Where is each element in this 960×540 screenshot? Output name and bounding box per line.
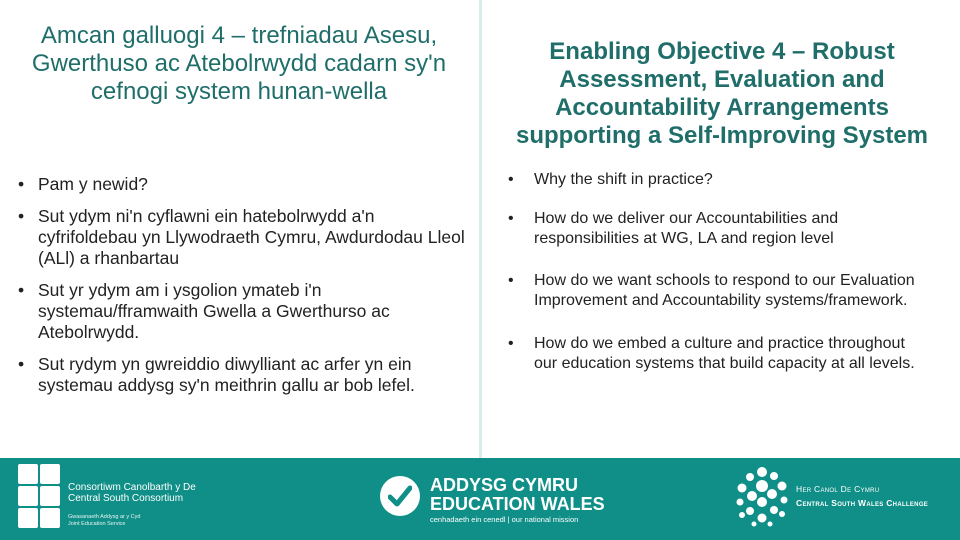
csc-logo-english: Central South Consortium xyxy=(68,493,184,504)
english-title: Enabling Objective 4 – Robust Assessment, Evaluation and Accountability Arrangements supporting a Self-Improving System xyxy=(515,38,929,149)
csc-logo-subtext xyxy=(68,514,140,528)
ew-title-english: EDUCATION WALES xyxy=(430,494,605,514)
english-column xyxy=(484,0,960,458)
welsh-title: Amcan galluogi 4 – trefniadau Asesu, Gwerthuso ac Atebolrwydd cadarn sy'n cefnogi system hunan-wella xyxy=(31,22,447,105)
csw-logo-english: Central South Wales Challenge xyxy=(796,498,929,508)
dots-cluster-icon xyxy=(732,464,792,528)
footer-banner xyxy=(0,458,960,540)
csc-logo xyxy=(14,458,204,540)
column-divider xyxy=(479,0,482,458)
ew-title-welsh: ADDYSG CYMRU xyxy=(430,475,579,495)
checkmark-circle-icon xyxy=(380,476,420,516)
csw-logo-text xyxy=(796,482,928,510)
english-bullet-3: • How do we want schools to respond to our Evaluation Improvement and Accountability systems/framework. xyxy=(508,271,928,312)
education-wales-tagline: cenhadaeth ein cenedl | our national mission xyxy=(430,515,579,524)
welsh-bullet-list xyxy=(18,174,470,407)
welsh-bullet-2: • Sut ydym ni'n cyflawni ein hatebolrwydd a'n cyfrifoldebau yn Llywodraeth Cymru, Awdurdodau Lleol (ALl) a rhanbartau xyxy=(18,206,470,269)
english-bullet-list xyxy=(508,170,928,375)
csc-logo-welsh: Consortiwm Canolbarth y De xyxy=(68,482,196,493)
csc-sub-english: Joint Education Service xyxy=(68,521,126,527)
education-wales-title xyxy=(430,476,605,514)
welsh-bullet-4: • Sut rydym yn gwreiddio diwylliant ac arfer yn ein systemau addysg sy'n meithrin gallu ar bob lefel. xyxy=(18,354,470,396)
english-bullet-4: • How do we embed a culture and practice throughout our education systems that build capacity at all levels. xyxy=(508,334,928,375)
csc-grid-logo-icon xyxy=(18,464,62,528)
csc-sub-welsh: Gwasanaeth Addysg ar y Cyd xyxy=(68,514,141,520)
csc-logo-text xyxy=(68,482,196,504)
english-bullet-1: • Why the shift in practice? xyxy=(508,170,928,191)
csw-logo-welsh: Her Canol De Cymru xyxy=(796,484,880,494)
welsh-bullet-1: • Pam y newid? xyxy=(18,174,470,195)
welsh-column xyxy=(0,0,478,458)
welsh-bullet-3: • Sut yr ydym am i ysgolion ymateb i'n systemau/fframwaith Gwella a Gwerthurso ac Atebolrwydd. xyxy=(18,280,470,343)
education-wales-logo xyxy=(380,458,605,540)
english-bullet-2: • How do we deliver our Accountabilities and responsibilities at WG, LA and region level xyxy=(508,209,928,250)
csw-challenge-logo xyxy=(732,458,952,540)
